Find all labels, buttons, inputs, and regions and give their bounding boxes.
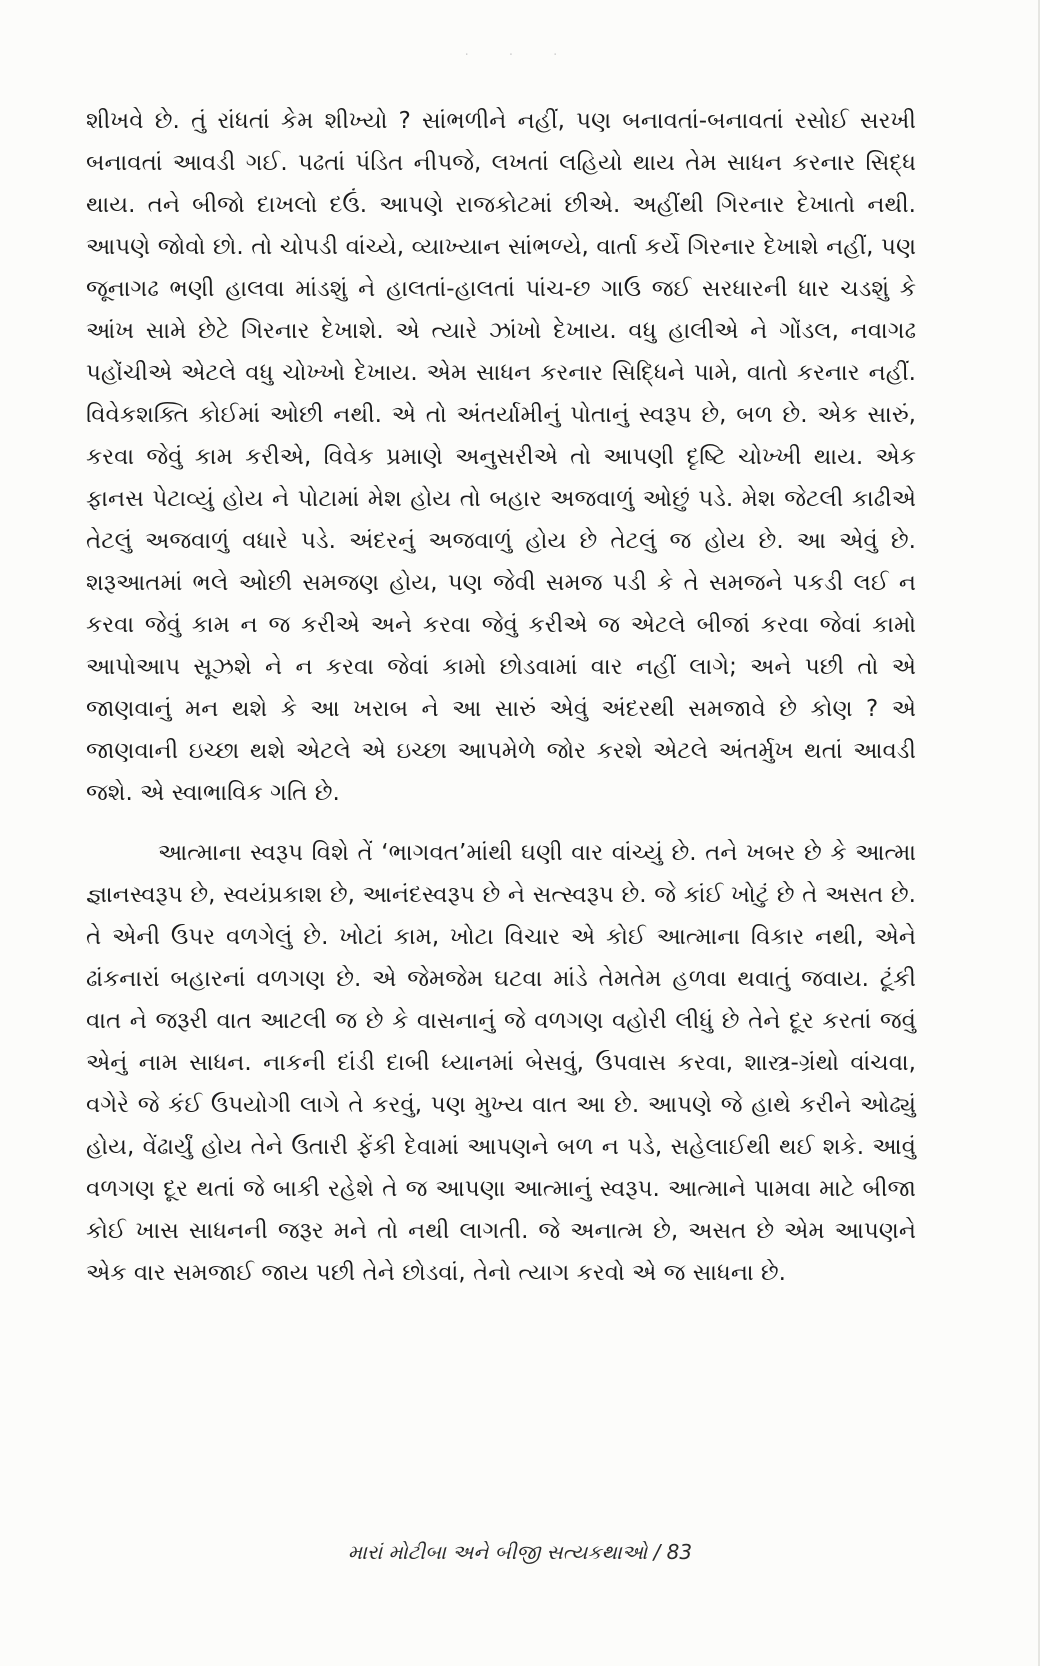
- paragraph-2: આત્માના સ્વરૂપ વિશે તેં ‘ભાગવત’માંથી ઘણી વાર વાંચ્યું છે. તને ખબર છે કે આત્મા જ્ઞાનસ્વરૂપ છે, સ્વયંપ્રકાશ છે, આનંદસ્વરૂપ છે ને સત્સ્વરૂપ છે. જે કાંઈ ખોટું છે તે અસત છે. તે એની ઉપર વળગેલું છે. ખોટાં કામ, ખોટા વિચાર એ કોઈ આત્માના વિકાર નથી, એને ઢાંકનારાં બહારનાં વળગણ છે. એ જેમજેમ ઘટવા માંડે તેમતેમ હળવા થવાતું જવાય. ટૂંકી વાત ને જરૂરી વાત આટલી જ છે કે વાસનાનું જે વળગણ વહોરી લીધું છે તેને દૂર કરતાં જવું એનું નામ સાધન. નાકની દાંડી દાબી ધ્યાનમાં બેસવું, ઉપવાસ કરવા, શાસ્ત્ર-ગ્રંથો વાંચવા, વગેરે જે કંઈ ઉપયોગી લાગે તે કરવું, પણ મુખ્ય વાત આ છે. આપણે જે હાથે કરીને ઓઢ્યું હોય, વેંઢાર્યું હોય તેને ઉતારી ફેંકી દેવામાં આપણને બળ ન પડે, સહેલાઈથી થઈ શકે. આવું વળગણ દૂર થતાં જે બાકી રહેશે તે જ આપણા આત્માનું સ્વરૂપ. આત્માને પામવા માટે બીજા કોઈ ખાસ સાધનની જરૂર મને તો નથી લાગતી. જે અનાત્મ છે, અસત છે એમ આપણને એક વાર સમજાઈ જાય પછી તેને છોડવાં, તેનો ત્યાગ કરવો એ જ સાધના છે.: [86, 840, 916, 1286]
- bleed-through-header: · · ·: [464, 48, 576, 63]
- paragraph-1: શીખવે છે. તું રાંધતાં કેમ શીખ્યો ? સાંભળીને નહીં, પણ બનાવતાં-બનાવતાં રસોઈ સરખી બનાવતાં આવડી ગઈ. પઢતાં પંડિત નીપજે, લખતાં લહિયો થાય તેમ સાધન કરનાર સિદ્ધ થાય. તને બીજો દાખલો દઉં. આપણે રાજકોટમાં છીએ. અહીંથી ગિરનાર દેખાતો નથી. આપણે જોવો છો. તો ચોપડી વાંચ્યે, વ્યાખ્યાન સાંભળ્યે, વાર્તા કર્યે ગિરનાર દેખાશે નહીં, પણ જૂનાગઢ ભણી હાલવા માંડશું ને હાલતાં-હાલતાં પાંચ-છ ગાઉ જઈ સરધારની ધાર ચડશું કે આંખ સામે છેટે ગિરનાર દેખાશે. એ ત્યારે ઝાંખો દેખાય. વધુ હાલીએ ને ગોંડલ, નવાગઢ પહોંચીએ એટલે વધુ ચોખ્ખો દેખાય. એમ સાધન કરનાર સિદ્ધિને પામે, વાતો કરનાર નહીં. વિવેકશક્તિ કોઈમાં ઓછી નથી. એ તો અંતર્યામીનું પોતાનું સ્વરૂપ છે, બળ છે. એક સારું, કરવા જેવું કામ કરીએ, વિવેક પ્રમાણે અનુસરીએ તો આપણી દૃષ્ટિ ચોખ્ખી થાય. એક ફાનસ પેટાવ્યું હોય ને પોટામાં મેશ હોય તો બહાર અજવાળું ઓછું પડે. મેશ જેટલી કાઢીએ તેટલું અજવાળું વધારે પડે. અંદરનું અજવાળું હોય છે તેટલું જ હોય છે. આ એવું છે. શરૂઆતમાં ભલે ઓછી સમજણ હોય, પણ જેવી સમજ પડી કે તે સમજને પકડી લઈ ન કરવા જેવું કામ ન જ કરીએ અને કરવા જેવું કરીએ જ એટલે બીજાં કરવા જેવાં કામો આપોઆપ સૂઝશે ને ન કરવા જેવાં કામો છોડવામાં વાર નહીં લાગે; અને પછી તો એ જાણવાનું મન થશે કે આ ખરાબ ને આ સારું એવું અંદરથી સમજાવે છે કોણ ? એ જાણવાની ઇચ્છા થશે એટલે એ ઇચ્છા આપમેળે જોર કરશે એટલે અંતર્મુખ થતાં આવડી જશે. એ સ્વાભાવિક ગતિ છે.: [86, 108, 916, 806]
- running-footer: મારાં મોટીબા અને બીજી સત્યકથાઓ / 83: [347, 1540, 693, 1564]
- page-body: [86, 100, 916, 1294]
